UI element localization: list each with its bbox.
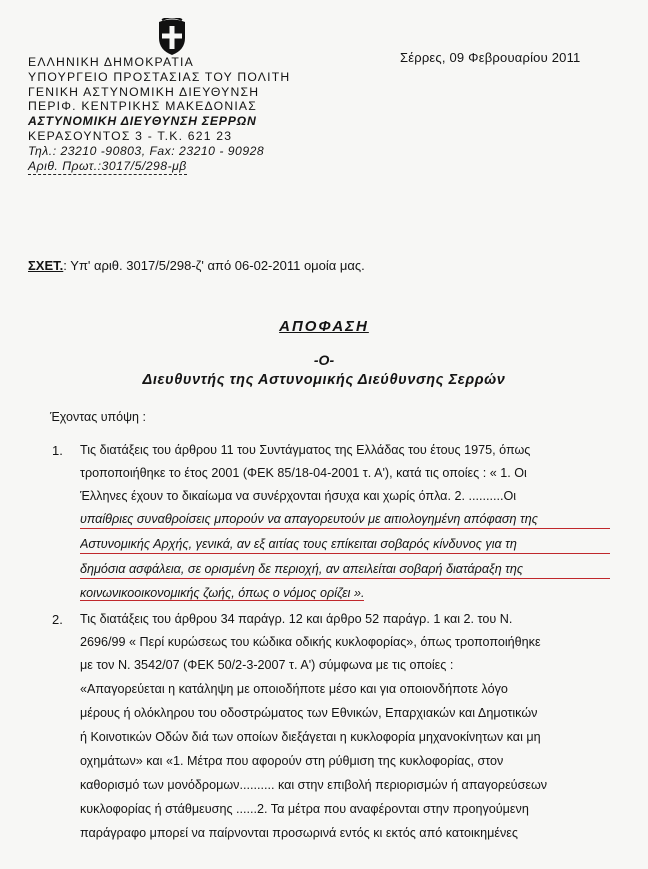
header-line-phone-fax: Τηλ.: 23210 -90803, Fax: 23210 - 90928 — [28, 143, 265, 158]
decision-title: ΑΠΟΦΑΣΗ — [279, 318, 369, 335]
item-2-line-10: παράγραφο μπορεί να παίρνονται προσωρινά εντός κι εκτός από κατοικημένες — [80, 826, 518, 840]
item-2-line-6: ή Κοινοτικών Οδών διά των οποίων διεξάγεται η κυκλοφορία μηχανοκίνητων και μη — [80, 730, 541, 744]
header-line-address: ΚΕΡΑΣΟΥΝΤΟΣ 3 - Τ.Κ. 621 23 — [28, 128, 233, 143]
reference-line — [28, 258, 365, 273]
reference-label: ΣΧΕΤ. — [28, 258, 64, 273]
greek-coat-of-arms-icon — [156, 18, 188, 56]
header-line-ministry: ΥΠΟΥΡΓΕΙΟ ΠΡΟΣΤΑΣΙΑΣ ΤΟΥ ΠΟΛΙΤΗ — [28, 69, 291, 84]
issuer-header — [28, 55, 388, 175]
header-line-region: ΠΕΡΙΦ. ΚΕΝΤΡΙΚΗΣ ΜΑΚΕΔΟΝΙΑΣ — [28, 99, 257, 114]
protocol-number: Αριθ. Πρωτ.:3017/5/298-μβ — [28, 159, 187, 176]
header-line-general-directorate: ΓΕΝΙΚΗ ΑΣΤΥΝΟΜΙΚΗ ΔΙΕΥΘΥΝΣΗ — [28, 84, 260, 99]
item-1-line-4: υπαίθριες συναθροίσεις μπορούν να απαγορευτούν με αιτιολογημένη απόφαση της — [80, 510, 610, 529]
item-1-line-6: δημόσια ασφάλεια, σε ορισμένη δε περιοχή, αν απειλείται σοβαρή διατάραξη της — [80, 560, 610, 579]
item-2-line-7: οχημάτων» και «1. Μέτρα που αφορούν στη ρύθμιση της κυκλοφορίας, στον — [80, 754, 504, 768]
item-1-number: 1. — [52, 443, 63, 458]
item-2-line-9: κυκλοφορίας ή στάθμευσης ......2. Τα μέτρα που αναφέρονται στην προηγούμενη — [80, 802, 529, 816]
item-2-line-5: μέρους ή ολόκληρου του οδοστρώματος των Εθνικών, Επαρχιακών και Δημοτικών — [80, 706, 538, 720]
place-date: Σέρρες, 09 Φεβρουαρίου 2011 — [400, 50, 581, 65]
article-heading: -Ο- — [313, 352, 335, 368]
item-1-line-5: Αστυνομικής Αρχής, γενικά, αν εξ αιτίας τους επίκειται σοβαρός κίνδυνος για τη — [80, 535, 610, 554]
item-2-line-8: καθορισμό των μονόδρομων.......... και στην επιβολή περιορισμών ή απαγορεύσεων — [80, 778, 548, 792]
considering-label: Έχοντας υπόψη : — [50, 410, 146, 424]
reference-text: : Υπ' αριθ. 3017/5/298-ζ' από 06-02-2011 ομοία μας. — [63, 258, 365, 273]
director-heading: Διευθυντής της Αστυνομικής Διεύθυνσης Σερρών — [142, 372, 506, 388]
item-1-line-3: Έλληνες έχουν το δικαίωμα να συνέρχονται ήσυχα και χωρίς όπλα. 2. ..........Οι — [80, 489, 517, 503]
header-line-country: ΕΛΛΗΝΙΚΗ ΔΗΜΟΚΡΑΤΙΑ — [28, 55, 194, 69]
item-2-number: 2. — [52, 612, 63, 627]
item-1-line-7: κοινωνικοοικονομικής ζωής, όπως ο νόμος ορίζει ». — [80, 586, 365, 600]
item-1-line-1: Τις διατάξεις του άρθρου 11 του Συντάγματος της Ελλάδας του έτους 1975, όπως — [80, 443, 531, 457]
header-line-police-directorate: ΑΣΤΥΝΟΜΙΚΗ ΔΙΕΥΘΥΝΣΗ ΣΕΡΡΩΝ — [28, 114, 257, 129]
item-2-line-1: Τις διατάξεις του άρθρου 34 παράγρ. 12 και άρθρο 52 παράγρ. 1 και 2. του Ν. — [80, 612, 513, 626]
item-1-line-2: τροποποιήθηκε το έτος 2001 (ΦΕΚ 85/18-04-2001 τ. Α'), κατά τις οποίες : « 1. Οι — [80, 466, 527, 480]
item-2-line-3: με τον Ν. 3542/07 (ΦΕΚ 50/2-3-2007 τ. Α') σύμφωνα με τις οποίες : — [80, 658, 454, 672]
item-2-line-4: «Απαγορεύεται η κατάληψη με οποιοδήποτε μέσο και για οποιονδήποτε λόγο — [80, 682, 508, 696]
item-2-line-2: 2696/99 « Περί κυρώσεως του κώδικα οδικής κυκλοφορίας», όπως τροποποιήθηκε — [80, 635, 541, 649]
